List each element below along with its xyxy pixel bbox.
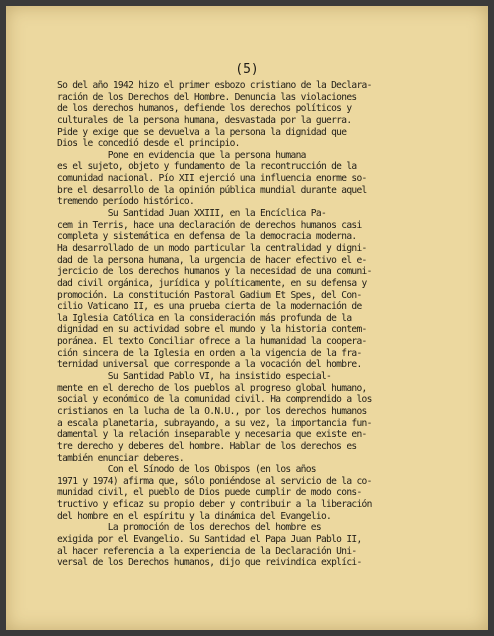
text-line: exigida por el Evangelio. Su Santidad el Papa Juan Pablo II, [57,533,362,545]
text-line: comunidad nacional. Pío XII ejerció una influencia enorme so- [57,173,367,185]
text-line: munidad civil, el pueblo de Dios puede cumplir de modo cons- [57,487,362,499]
text-line: Ha desarrollado de un modo particular la centralidad y digni- [57,242,367,254]
text-line: cem in Terris, hace una declaración de derechos humanos casi [57,219,362,231]
text-line: promoción. La constitución Pastoral Gadium Et Spes, del Con- [57,289,362,301]
text-line: Pide y exige que se devuelva a la persona la dignidad que [57,126,347,138]
text-line: 1971 y 1974) afirma que, sólo poniéndose al servicio de la co- [57,475,372,487]
text-line: es el sujeto, objeto y fundamento de la recontrucción de la [57,161,357,173]
text-line: Dios le concedió desde el principio. [57,138,240,150]
text-line: Con el Sínodo de los Obispos (en los años [57,464,316,476]
text-line: ración de los Derechos del Hombre. Denuncia las violaciones [57,91,357,103]
text-line: Pone en evidencia que la persona humana [57,149,306,161]
text-line: Su Santidad Pablo VI, ha insistido especial- [57,371,332,383]
text-line: de los derechos humanos, defiende los derechos políticos y [57,103,352,115]
text-line: dad de la persona humana, la urgencia de hacer efectivo el e- [57,254,367,266]
text-line: mente en el derecho de los pueblos al progreso global humano, [57,382,367,394]
text-line: La promoción de los derechos del hombre es [57,522,321,534]
text-line: cristianos en la lucha de la O.N.U., por los derechos humanos [57,405,367,417]
text-line: damental y la relación inseparable y necesaria que existe en- [57,429,367,441]
text-line: ternidad universal que corresponde a la vocación del hombre. [57,359,362,371]
page-number: (5) [235,62,259,77]
text-line: poránea. El texto Conciliar ofrece a la humanidad la coopera- [57,336,367,348]
text-line: tremendo período histórico. [57,196,195,208]
text-line: también enunciar deberes. [57,452,184,464]
text-line: jercicio de los derechos humanos y la necesidad de una comuni- [57,266,372,278]
text-line: Su Santidad Juan XXIII, en la Encíclica Pa- [57,208,327,220]
body-text [57,80,439,569]
text-line: al hacer referencia a la experiencia de la Declaración Uni- [57,545,357,557]
text-line: del hombre en el espíritu y la dinámica del Evangelio. [57,510,332,522]
text-line: So del año 1942 hizo el primer esbozo cristiano de la Declara- [57,80,372,91]
text-line: la Iglesia Católica en la consideración más profunda de la [57,312,352,324]
text-line: completa y sistemática en defensa de la democracia moderna. [57,231,357,243]
text-line: versal de los Derechos humanos, dijo que reivindica explíci- [57,557,362,569]
text-line: cilio Vaticano II, es una prueba cierta de la modernación de [57,301,362,313]
text-line: culturales de la persona humana, desvastada por la guerra. [57,114,352,126]
text-line: ción sincera de la Iglesia en orden a la vigencia de la fra- [57,347,362,359]
text-line: a escala planetaria, subrayando, a su vez, la importancia fun- [57,417,372,429]
text-line: bre el desarrollo de la opinión pública mundial durante aquel [57,184,367,196]
text-line: tructivo y eficaz su propio deber y contribuir a la liberación [57,499,372,511]
document-page [6,6,488,630]
text-line: dad civil orgánica, jurídica y políticamente, en su defensa y [57,277,367,289]
text-line: dignidad en su actividad sobre el mundo y la historia contem- [57,324,367,336]
text-line: social y económico de la comunidad civil. Ha comprendido a los [57,394,372,406]
text-line: tre derecho y deberes del hombre. Hablar de los derechos es [57,440,357,452]
